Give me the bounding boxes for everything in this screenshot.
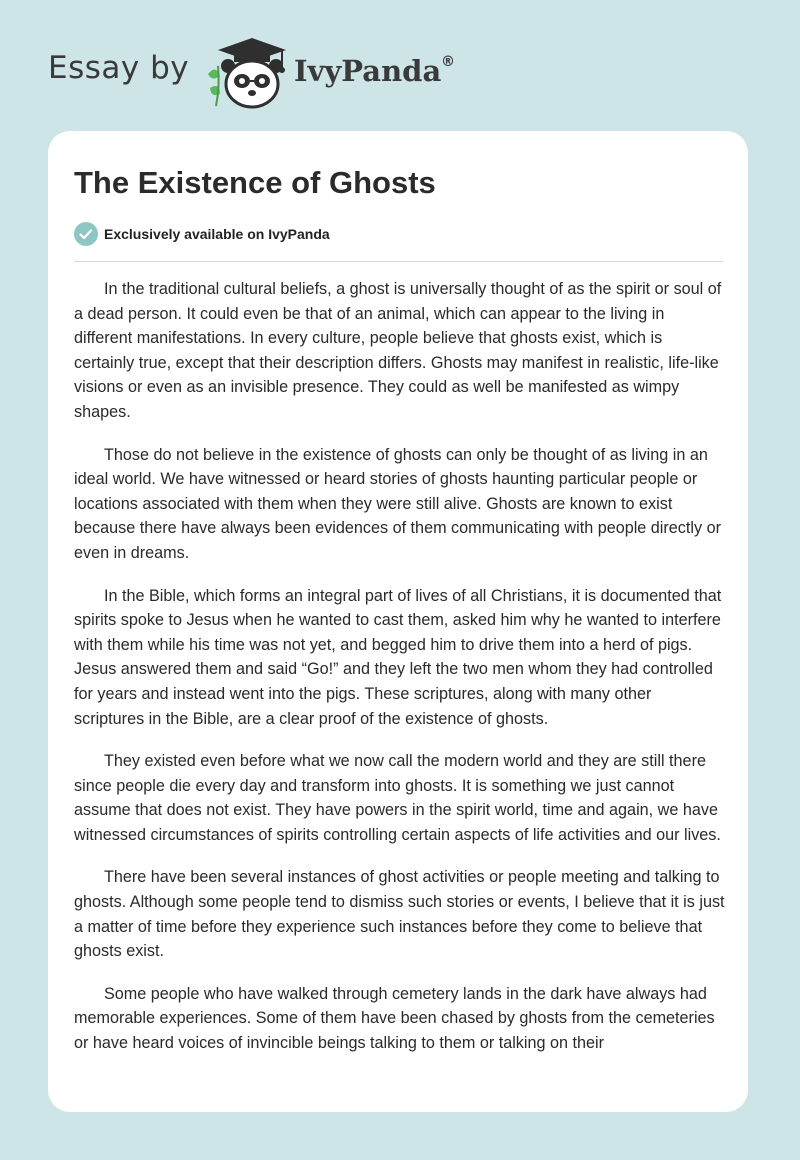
registered-mark: ® [441,54,455,70]
panda-graduate-icon[interactable] [202,34,292,110]
paragraph: They existed even before what we now call the modern world and they are still there since people die every day and transform into ghosts. It is something we just cannot assume that does not exist. They have powers in the spirit world, time and again, we have witnessed circumstances of spirits controlling certain aspects of life activities and our lives. [74,752,721,844]
check-circle-icon [74,222,98,246]
exclusive-badge-label: Exclusively available on IvyPanda [104,226,330,242]
site-header [0,0,800,130]
paragraph: In the Bible, which forms an integral part of lives of all Christians, it is documented that spirits spoke to Jesus when he wanted to cast them, asked him why he wanted to interfere with them while his time was not yet, and begged him to drive them into a herd of pigs. Jesus answered them and said “Go!” and they left the two men whom they had controlled for years and instead went into the pigs. These scriptures, along with many other scriptures in the Bible, are a clear proof of the existence of ghosts. [74,586,722,728]
essay-card [48,131,748,1112]
paragraph: In the traditional cultural beliefs, a ghost is universally thought of as the spirit or soul of a dead person. It could even be that of an animal, which can appear to the living in different manifestations. In every culture, people believe that ghosts exist, which is certainly true, except that their description differs. Ghosts may manifest in realistic, life-like visions or even as an invisible presence. They could as well be manifested as wimpy shapes. [74,280,722,421]
exclusive-badge [74,222,330,246]
paragraph: Some people who have walked through cemetery lands in the dark have always had memorable experiences. Some of them have been chased by ghosts from the cemeteries or have heard voices of invincible beings talking to them or talking on their [74,984,715,1053]
brand-prefix: Essay by [48,50,190,86]
paragraph: Those do not believe in the existence of ghosts can only be thought of as living in an ideal world. We have witnessed or heard stories of ghosts haunting particular people or locations associated with them when they were still alive. Ghosts are known to exist because there have always been evidences of them communicating with people directly or even in dreams. [74,445,721,562]
essay-body [74,277,726,1074]
page-title: The Existence of Ghosts [74,165,436,200]
divider [74,261,723,262]
paragraph: There have been several instances of ghost activities or people meeting and talking to ghosts. Although some people tend to dismiss such stories or events, I believe that it is just a matter of time before they experience such instances before they come to believe that ghosts exist. [74,868,725,961]
brand-name[interactable]: IvyPanda [294,54,442,88]
